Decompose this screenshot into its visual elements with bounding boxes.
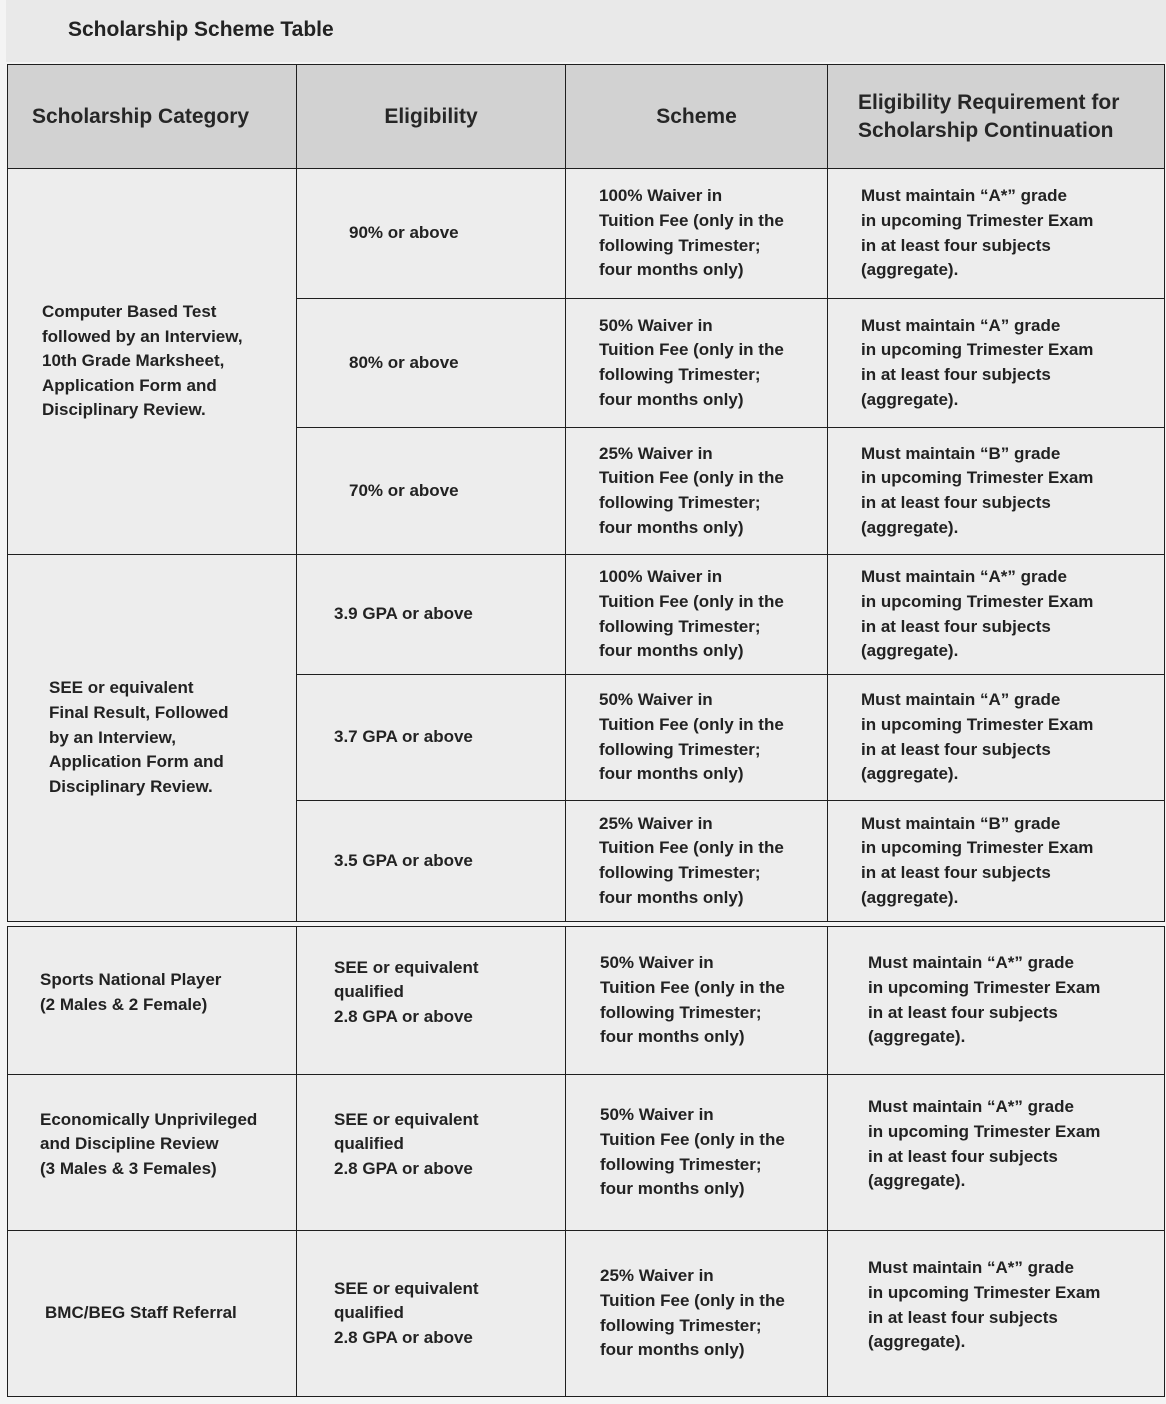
category-text: BMC/BEG Staff Referral [45,1303,237,1323]
requirement-cell [828,1231,1165,1397]
header-continuation-text: Eligibility Requirement for Scholarship Continuation [858,90,1120,142]
requirement-cell [828,801,1165,922]
category-cell [8,169,297,555]
table-row [8,1075,1165,1231]
requirement-text: Must maintain “A” grade in upcoming Trimester Exam in at least four subjects (aggregate). [861,690,1094,784]
header-continuation-requirement [828,65,1165,169]
table-row [8,555,1165,675]
requirement-cell [828,675,1165,801]
scheme-text: 25% Waiver in Tuition Fee (only in the following Trimester; four months only) [600,1266,785,1360]
category-cell [8,927,297,1075]
category-cell [8,1231,297,1397]
scheme-text: 25% Waiver in Tuition Fee (only in the following Trimester; four months only) [599,813,784,907]
category-cell [8,1075,297,1231]
scheme-text: 50% Waiver in Tuition Fee (only in the following Trimester; four months only) [600,953,785,1047]
eligibility-text: 3.9 GPA or above [334,604,473,624]
eligibility-cell [297,927,566,1075]
header-scholarship-category: Scholarship Category [8,65,297,169]
eligibility-text: 90% or above [349,223,459,243]
table-row [8,1231,1165,1397]
table-row [8,927,1165,1075]
eligibility-text: 3.5 GPA or above [334,850,473,870]
scheme-text: 100% Waiver in Tuition Fee (only in the following Trimester; four months only) [599,186,784,280]
eligibility-text: 70% or above [349,480,459,500]
requirement-text: Must maintain “A*” grade in upcoming Trimester Exam in at least four subjects (aggregate). [861,567,1094,661]
eligibility-text: 3.7 GPA or above [334,727,473,747]
scheme-text: 25% Waiver in Tuition Fee (only in the following Trimester; four months only) [599,443,784,537]
eligibility-cell [297,801,566,922]
eligibility-cell [297,169,566,299]
scheme-cell [566,169,828,299]
category-text: Economically Unprivileged and Discipline Review (3 Males & 3 Females) [40,1109,258,1178]
table-row [8,169,1165,299]
scheme-cell [566,927,828,1075]
eligibility-text: SEE or equivalent qualified 2.8 GPA or above [334,957,479,1026]
requirement-cell [828,927,1165,1075]
eligibility-text: SEE or equivalent qualified 2.8 GPA or above [334,1278,479,1347]
scheme-cell [566,555,828,675]
title-bar [6,0,1166,62]
scheme-text: 50% Waiver in Tuition Fee (only in the following Trimester; four months only) [599,690,784,784]
header-row [8,65,1165,169]
requirement-cell [828,299,1165,428]
requirement-cell [828,169,1165,299]
eligibility-text: 80% or above [349,352,459,372]
requirement-text: Must maintain “B” grade in upcoming Trimester Exam in at least four subjects (aggregate). [861,813,1094,907]
scheme-text: 100% Waiver in Tuition Fee (only in the following Trimester; four months only) [599,567,784,661]
eligibility-text: SEE or equivalent qualified 2.8 GPA or above [334,1109,479,1178]
eligibility-cell [297,1075,566,1231]
scheme-text: 50% Waiver in Tuition Fee (only in the following Trimester; four months only) [599,315,784,409]
scheme-cell [566,801,828,922]
scheme-cell [566,428,828,555]
requirement-text: Must maintain “A*” grade in upcoming Trimester Exam in at least four subjects (aggregate). [868,953,1101,1047]
category-cell [8,555,297,922]
eligibility-cell [297,675,566,801]
eligibility-cell [297,428,566,555]
scholarship-table-special [7,926,1165,1397]
requirement-text: Must maintain “A*” grade in upcoming Trimester Exam in at least four subjects (aggregate). [861,186,1094,280]
header-eligibility: Eligibility [297,65,566,169]
category-text: Computer Based Test followed by an Interview, 10th Grade Marksheet, Application Form and Disciplinary Review. [42,301,243,420]
requirement-cell [828,1075,1165,1231]
requirement-text: Must maintain “A” grade in upcoming Trimester Exam in at least four subjects (aggregate). [861,315,1094,409]
scheme-text: 50% Waiver in Tuition Fee (only in the following Trimester; four months only) [600,1105,785,1199]
requirement-cell [828,555,1165,675]
scholarship-table-main [7,64,1165,922]
requirement-text: Must maintain “B” grade in upcoming Trimester Exam in at least four subjects (aggregate). [861,443,1094,537]
requirement-text: Must maintain “A*” grade in upcoming Trimester Exam in at least four subjects (aggregate). [868,1258,1101,1352]
requirement-cell [828,428,1165,555]
eligibility-cell [297,1231,566,1397]
scheme-cell [566,1075,828,1231]
requirement-text: Must maintain “A*” grade in upcoming Trimester Exam in at least four subjects (aggregate). [868,1097,1101,1191]
eligibility-cell [297,555,566,675]
scheme-cell [566,675,828,801]
category-text: Sports National Player (2 Males & 2 Female) [40,969,222,1014]
eligibility-cell [297,299,566,428]
page-title: Scholarship Scheme Table [68,18,334,41]
scheme-cell [566,299,828,428]
header-scheme: Scheme [566,65,828,169]
category-text: SEE or equivalent Final Result, Followed by an Interview, Application Form and Disciplinary Review. [49,678,229,796]
scheme-cell [566,1231,828,1397]
